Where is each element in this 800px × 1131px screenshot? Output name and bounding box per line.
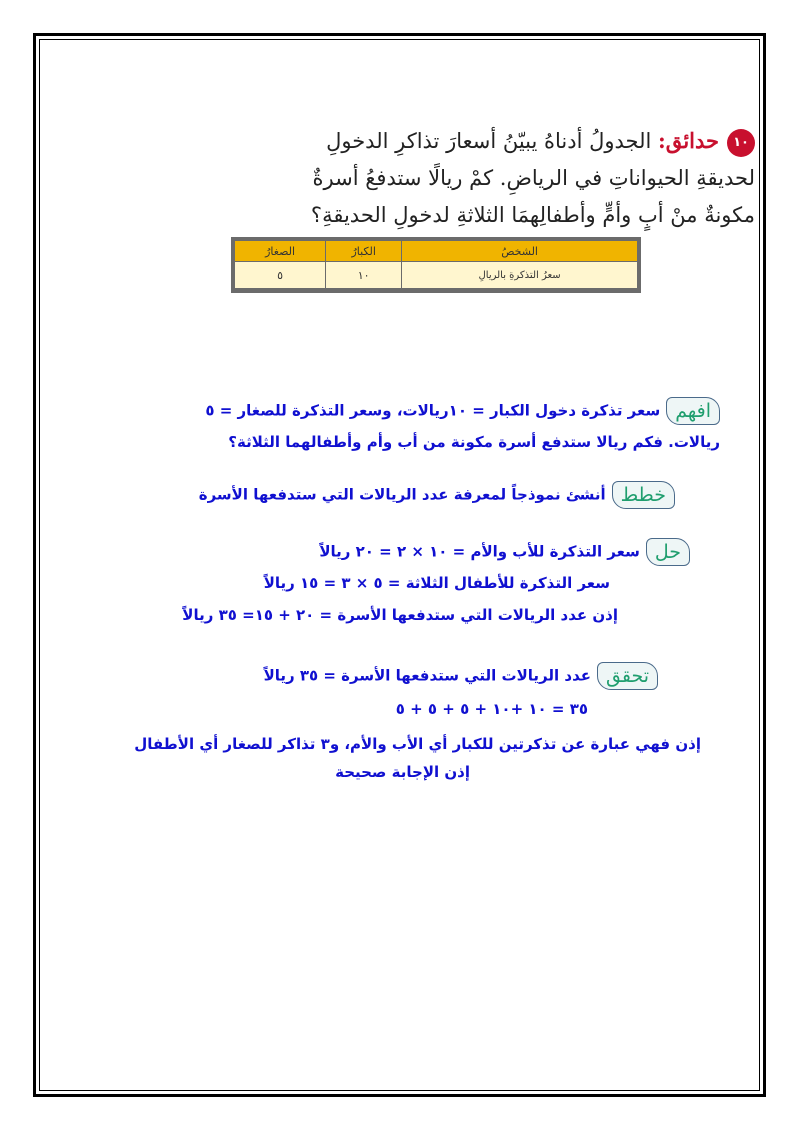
table-header-adults: الكبارُ	[326, 241, 402, 262]
check-line-2: ٣٥ = ١٠ +١٠ + ٥ + ٥ + ٥	[395, 700, 588, 718]
plan-badge: خطط	[612, 481, 675, 509]
check-badge: تحقق	[597, 662, 658, 690]
understand-line-1	[205, 397, 720, 425]
problem-keyword: حدائق:	[658, 128, 719, 153]
problem-line-2: لحديقةِ الحيواناتِ في الرياضِ. كمْ ريالًا ستدفعُ أسرةٌ	[312, 166, 755, 190]
price-table	[231, 237, 641, 293]
problem-number-badge: ١٠	[727, 129, 755, 157]
solve-line-2: سعر التذكرة للأطفال الثلاثة = ٥ × ٣ = ١٥ ريالاً	[263, 574, 610, 592]
understand-text-1: سعر تذكرة دخول الكبار = ١٠ريالات، وسعر التذكرة للصغار = ٥	[205, 401, 661, 420]
solve-badge: حل	[646, 538, 690, 566]
table-row-label: سعرُ التذكرةِ بالريالِ	[402, 262, 638, 289]
solve-line-1	[319, 538, 690, 566]
problem-line-3: مكونةٌ منْ أبٍ وأمٍّ وأطفالِهمَا الثلاثةِ لدخولِ الحديقةِ؟	[310, 203, 755, 227]
table-cell-adult-price: ١٠	[326, 262, 402, 289]
solve-text-1: سعر التذكرة للأب والأم = ١٠ × ٢ = ٢٠ ريالاً	[319, 542, 640, 561]
problem-statement	[130, 122, 755, 234]
problem-text-1: الجدولُ أدناهُ يبيّنُ أسعارَ تذاكرِ الدخولِ	[326, 129, 652, 153]
understand-badge: افهم	[666, 397, 720, 425]
check-line-1	[264, 662, 658, 690]
check-line-3: إذن فهي عبارة عن تذكرتين للكبار أي الأب والأم، و٣ تذاكر للصغار أي الأطفال	[134, 735, 701, 753]
table-header-person: الشخصُ	[402, 241, 638, 262]
check-text-1: عدد الريالات التي ستدفعها الأسرة = ٣٥ ريالاً	[263, 666, 591, 685]
table-cell-child-price: ٥	[235, 262, 326, 289]
problem-line-1	[130, 122, 755, 160]
table-header-children: الصغارُ	[235, 241, 326, 262]
plan-text-1: أنشئ نموذجاً لمعرفة عدد الريالات التي ستدفعها الأسرة	[198, 485, 606, 504]
check-line-4: إذن الإجابة صحيحة	[335, 763, 470, 781]
solve-line-3: إذن عدد الريالات التي ستدفعها الأسرة = ٢٠ + ١٥= ٣٥ ريالاً	[182, 606, 618, 624]
understand-line-2: ريالات. فكم ريالا ستدفع أسرة مكونة من أب وأم وأطفالهما الثلاثة؟	[228, 433, 720, 451]
plan-line-1	[199, 481, 675, 509]
